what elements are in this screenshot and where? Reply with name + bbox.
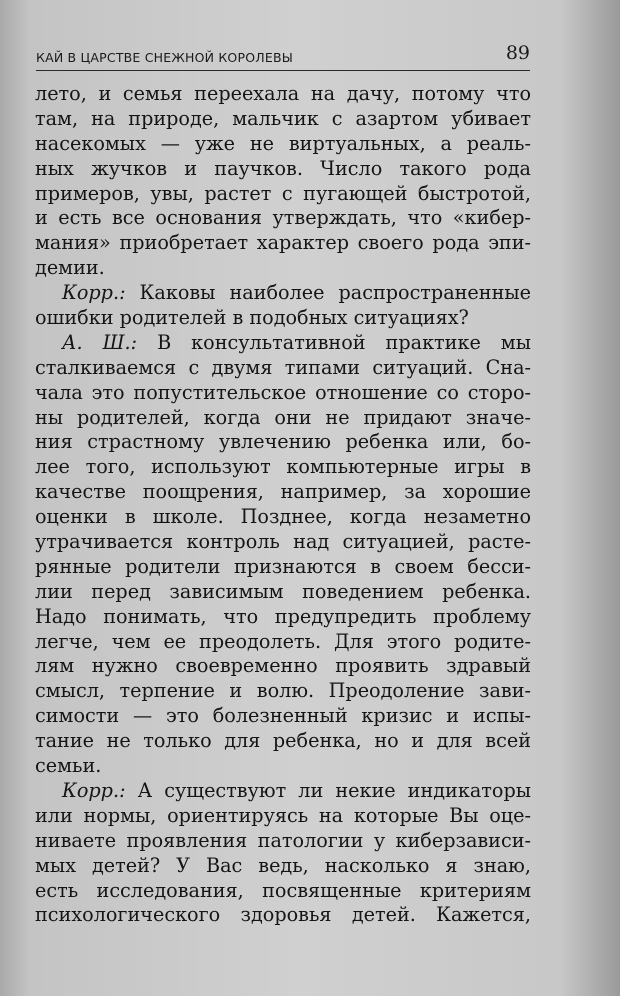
line-text: В консультативной практике мы xyxy=(137,330,531,354)
text-line xyxy=(35,679,531,704)
line-text: ошибки родителей в подобных ситуациях? xyxy=(35,306,469,330)
line-text: Надо понимать, что предупредить проблему xyxy=(35,604,531,628)
text-line xyxy=(35,157,531,182)
line-text: лето, и семья переехала на дачу, потому что xyxy=(35,82,531,105)
running-head xyxy=(36,40,530,71)
text-line xyxy=(35,231,531,256)
line-text: рянные родители признаются в своем беcси- xyxy=(35,554,531,578)
text-line xyxy=(35,605,531,630)
text-line xyxy=(35,654,531,679)
text-line xyxy=(35,879,531,904)
line-text: психологического здоровья детей. Кажется, xyxy=(35,903,531,927)
text-line xyxy=(35,580,531,605)
text-line xyxy=(35,306,531,331)
line-text: оценки в школе. Позднее, когда незаметно xyxy=(35,505,531,529)
line-text: и есть все основания утверждать, что «кибер- xyxy=(35,206,531,230)
line-text: тание не только для ребенка, но и для всей xyxy=(35,729,531,753)
text-line xyxy=(35,381,531,406)
line-text: демии. xyxy=(35,256,105,280)
running-title: КАЙ В ЦАРСТВЕ СНЕЖНОЙ КОРОЛЕВЫ xyxy=(36,50,293,65)
line-text: семьи. xyxy=(35,754,102,778)
text-line xyxy=(35,804,531,829)
text-line xyxy=(35,754,531,779)
text-line xyxy=(35,356,531,381)
speaker-label: А. Ш.: xyxy=(62,330,138,354)
text-line xyxy=(35,829,531,854)
line-text: симости — это болезненный кризис и испы- xyxy=(35,704,531,728)
text-line xyxy=(35,555,531,580)
line-text: ных жучков и паучков. Число такого рода xyxy=(35,156,531,180)
text-line xyxy=(35,430,531,455)
text-line xyxy=(35,256,531,281)
text-line xyxy=(35,903,531,928)
body-text xyxy=(35,82,531,928)
text-line xyxy=(35,505,531,530)
text-line xyxy=(35,480,531,505)
line-text: чала это попустительское отношение со сторо- xyxy=(35,380,531,404)
text-line xyxy=(35,729,531,754)
text-line xyxy=(35,455,531,480)
line-text: лям нужно своевременно проявить здравый xyxy=(35,654,531,678)
text-line xyxy=(35,331,531,356)
text-line xyxy=(35,132,531,157)
line-text: есть исследования, посвященные критериям xyxy=(35,878,531,902)
line-text: Каковы наиболее распространенные xyxy=(125,281,531,305)
line-text: утрачивается контроль над ситуацией, расте- xyxy=(35,530,531,554)
text-line xyxy=(35,630,531,655)
line-text: насекомых — уже не виртуальных, а реаль- xyxy=(35,131,531,155)
line-text: ния страстному увлечению ребенка или, бо- xyxy=(35,430,531,454)
line-text: мых детей? У Вас ведь, насколько я знаю, xyxy=(35,853,531,877)
line-text: А существуют ли некие индикаторы xyxy=(125,778,531,802)
line-text: сталкиваемся с двумя типами ситуаций. Сна- xyxy=(35,355,531,379)
line-text: мания» приобретает характер своего рода эпи- xyxy=(35,231,531,255)
line-text: лее того, используют компьютерные игры в xyxy=(35,455,531,479)
text-line xyxy=(35,82,531,107)
text-line xyxy=(35,281,531,306)
text-line xyxy=(35,107,531,132)
line-text: лии перед зависимым поведением ребенка. xyxy=(35,579,531,603)
line-text: смысл, терпение и волю. Преодоление зави- xyxy=(35,679,531,703)
text-line xyxy=(35,854,531,879)
text-line xyxy=(35,182,531,207)
line-text: там, на природе, мальчик с азартом убивает xyxy=(35,106,531,130)
line-text: ны родителей, когда они не придают значе- xyxy=(35,405,531,429)
line-text: примеров, увы, растет с пугающей быстротой, xyxy=(35,181,531,205)
speaker-label: Корр.: xyxy=(62,778,126,802)
page-number: 89 xyxy=(505,42,530,64)
text-line xyxy=(35,779,531,804)
speaker-label: Корр.: xyxy=(62,281,126,305)
line-text: ниваете проявления патологии у киберзависи- xyxy=(35,828,531,852)
line-text: или нормы, ориентируясь на которые Вы оце- xyxy=(35,803,531,827)
text-line xyxy=(35,406,531,431)
text-line xyxy=(35,206,531,231)
text-line xyxy=(35,704,531,729)
line-text: качестве поощрения, например, за хорошие xyxy=(35,480,531,504)
line-text: легче, чем ее преодолеть. Для этого родите- xyxy=(35,629,531,653)
text-line xyxy=(35,530,531,555)
